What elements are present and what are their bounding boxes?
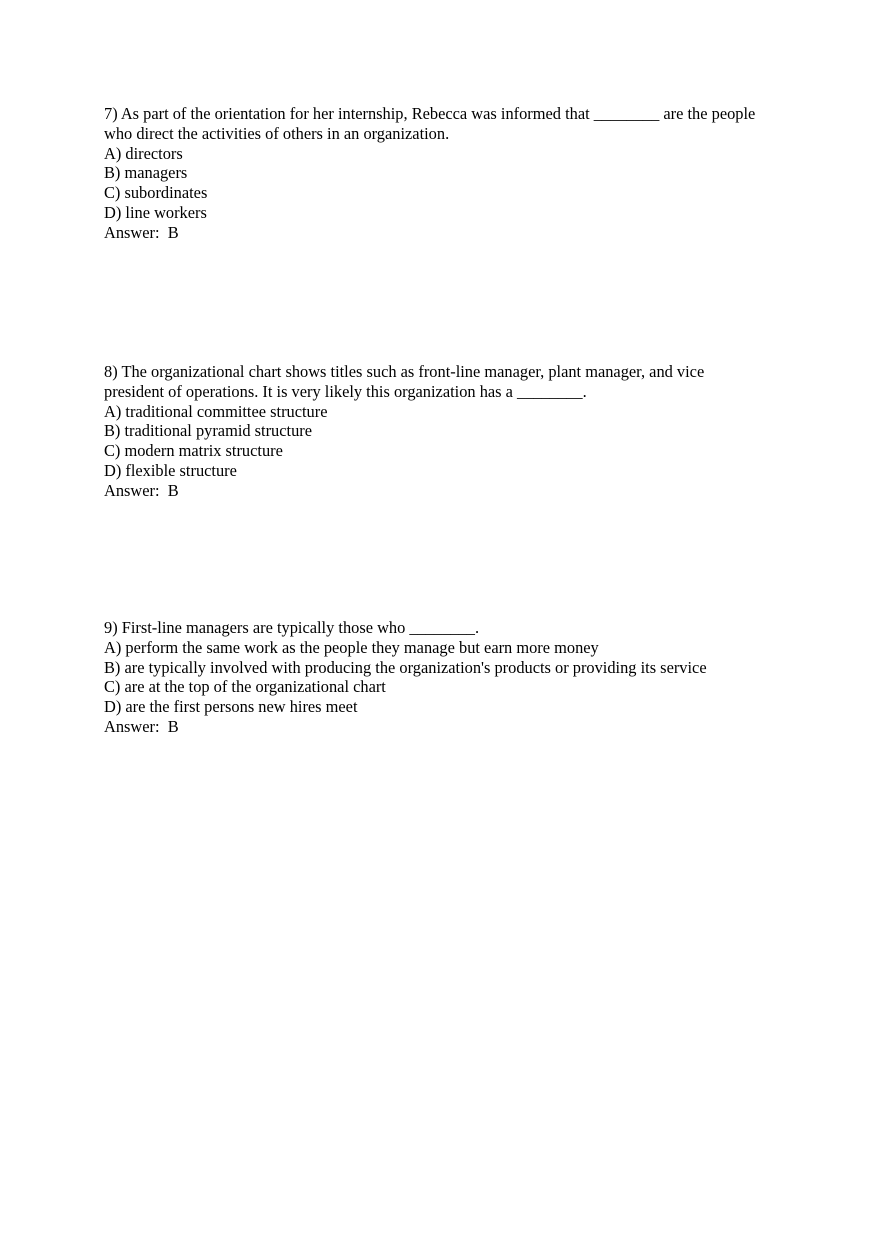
option-a: A) traditional committee structure (104, 401, 328, 421)
question-stem: 9) First-line managers are typically those who ________. (104, 618, 480, 637)
question-stem: 7) As part of the orientation for her internship, Rebecca was informed that ________ are the people who direct the activities of others in an organization. (104, 104, 756, 143)
answer-line: Answer: B (104, 716, 179, 736)
question-7 (104, 104, 764, 243)
question-9 (104, 618, 764, 737)
option-c: C) subordinates (104, 183, 208, 203)
option-b: B) traditional pyramid structure (104, 421, 313, 441)
question-8 (104, 362, 764, 501)
option-d: D) are the first persons new hires meet (104, 697, 358, 717)
option-a: A) perform the same work as the people they manage but earn more money (104, 637, 599, 657)
answer-line: Answer: B (104, 480, 179, 500)
option-a: A) directors (104, 143, 183, 163)
answer-line: Answer: B (104, 222, 179, 242)
option-d: D) line workers (104, 202, 207, 222)
option-d: D) flexible structure (104, 460, 237, 480)
option-c: C) modern matrix structure (104, 441, 283, 461)
option-b: B) managers (104, 163, 188, 183)
option-c: C) are at the top of the organizational chart (104, 677, 386, 697)
option-b: B) are typically involved with producing the organization's products or providing its service (104, 657, 707, 677)
question-stem: 8) The organizational chart shows titles such as front-line manager, plant manager, and vice president of operations. It is very likely this organization has a ________. (104, 362, 705, 401)
